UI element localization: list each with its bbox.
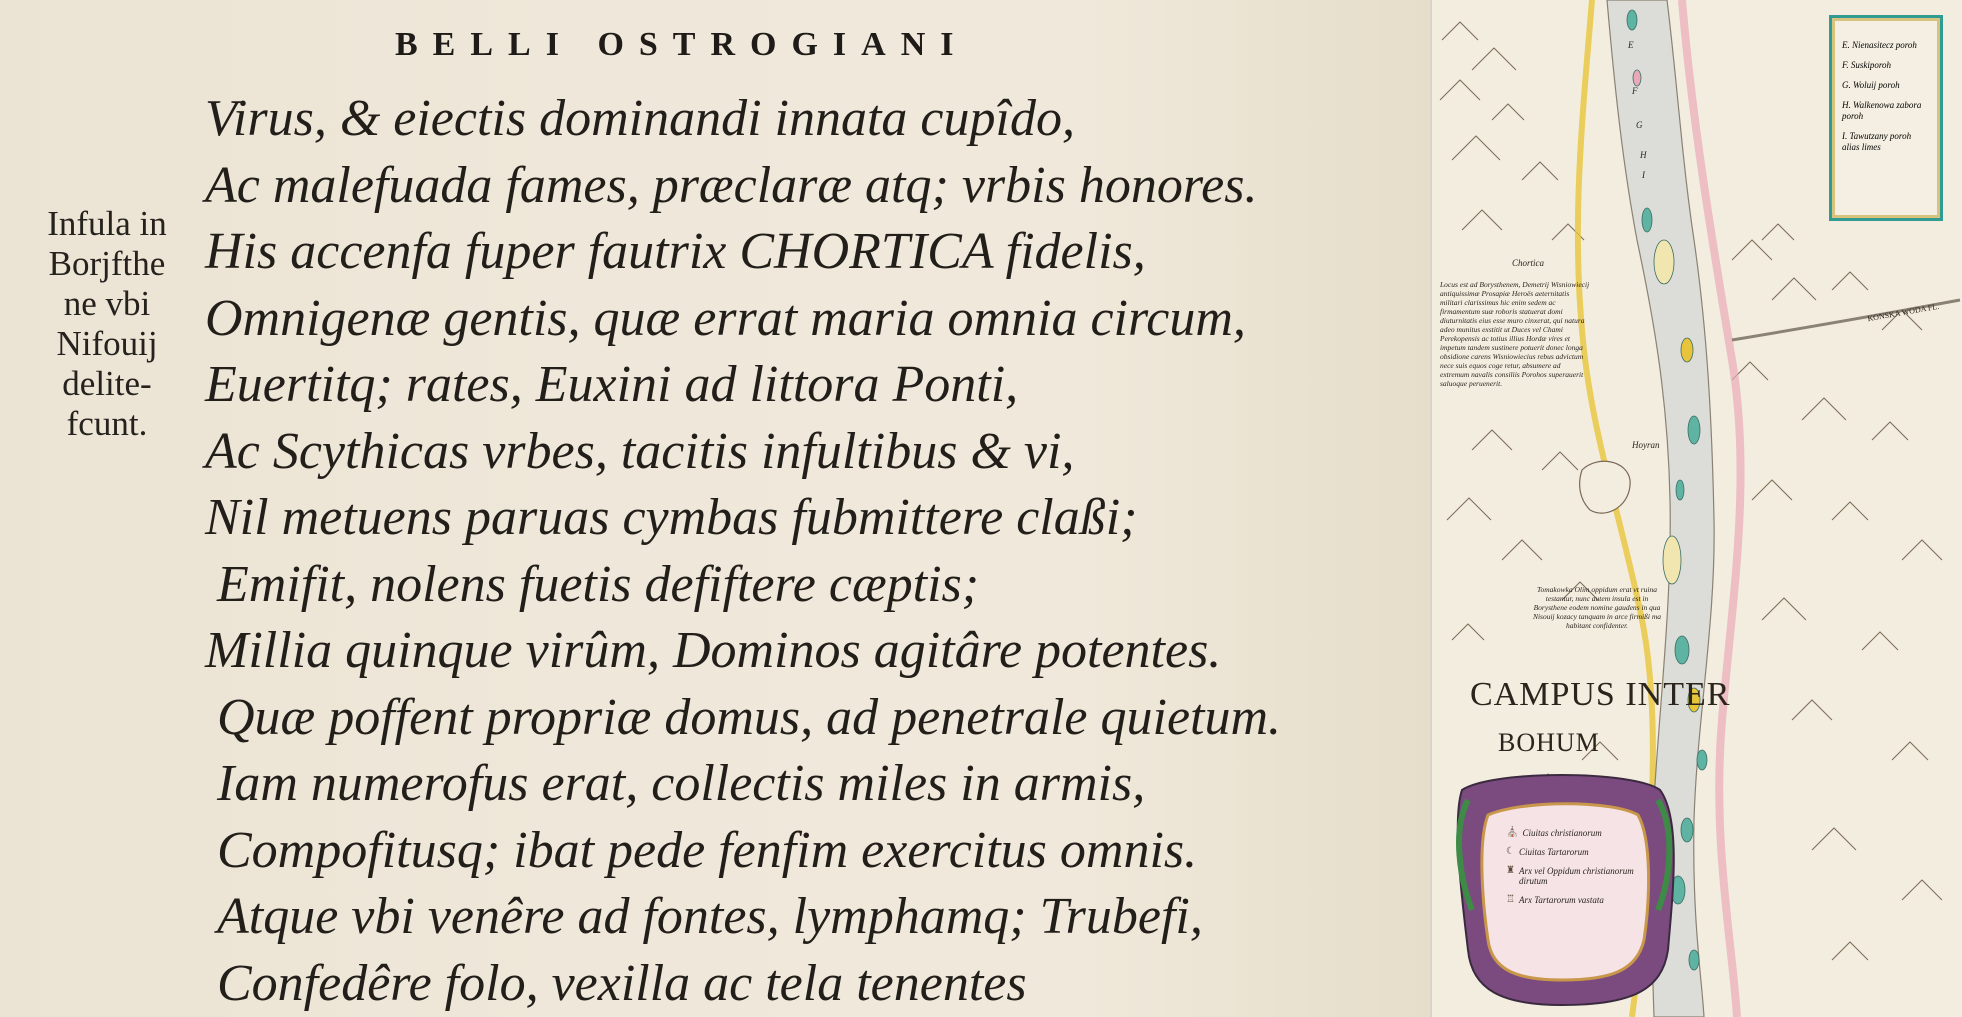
place-hoyran: Hoyran <box>1632 440 1660 450</box>
place-konska-woda: KONSKA WODA FL. <box>1866 301 1940 324</box>
lake-hoyran <box>1580 461 1630 513</box>
river-letter: F <box>1632 86 1638 96</box>
margin-note-line: delite- <box>62 364 152 403</box>
legend-top-entry: E. Nienasitecz poroh <box>1842 40 1917 50</box>
legend-item <box>1506 828 1656 838</box>
ruined-castle-icon: ♜ <box>1506 865 1515 876</box>
verse-block <box>205 86 1415 1017</box>
verse-line: Compofitusq; ibat pede fenfim exercitus omnis. <box>217 821 1198 879</box>
verse-line: Iam numerofus erat, collectis miles in armis, <box>217 755 1146 812</box>
verse-line: His accenfa fuper fautrix CHORTICA fidelis, <box>205 223 1146 280</box>
verse-line: Quæ poffent propriæ domus, ad penetrale quietum. <box>217 688 1282 746</box>
destroyed-fort-icon: ♖ <box>1506 894 1515 905</box>
margin-note-line: Borjfthe <box>48 244 166 283</box>
note-wisniowiecki: Locus est ad Borysthenem, Demetrij Wisniowiecij antiquissimæ Prosapiæ Heroës aeternitatis militari clarissimus hic enim sedem ac firmamentum suæ roboris statuerat domi diuturnitatis eius esse muro cinxerat, qui natura adeo munitus exstitit ut Duces vel Chami Perekopensis ac totius illius Hordæ vires et impetum tandem sustinere potuerit donec longa obsidione carens Wisniowiecius rebus advictum nece suis equos coge retur, absumere ad extremum navalis consiliis Porohos superauerit saluoque peruenerit. <box>1440 280 1590 388</box>
verse-line: Euertitq; rates, Euxini ad littora Ponti, <box>205 356 1019 413</box>
running-head: BELLI OSTROGIANI <box>395 26 969 63</box>
legend-item-label: Ciuitas christianorum <box>1522 828 1602 838</box>
margin-note-line: ne vbi <box>63 284 151 323</box>
margin-note-line: Nifouij <box>56 324 158 363</box>
legend-item-label: Ciuitas Tartarorum <box>1518 847 1589 857</box>
crescent-icon: ☾ <box>1506 846 1515 857</box>
margin-note <box>14 204 200 444</box>
verse-line: Virus, & eiectis dominandi innata cupîdo, <box>205 90 1075 147</box>
verse-line: Atque vbi venêre ad fontes, lymphamq; Trubefi, <box>217 888 1203 945</box>
legend-top-cartouche <box>1829 15 1943 221</box>
legend-top-entry: F. Suskiporoh <box>1842 60 1892 70</box>
margin-note-line: fcunt. <box>66 404 148 443</box>
verse-line: Ac malefuada fames, præclaræ atq; vrbis honores. <box>205 156 1258 214</box>
river-letter: E <box>1628 40 1634 50</box>
verse-line: Nil metuens paruas cymbas fubmittere claßi; <box>205 489 1138 546</box>
verse-line: Confedêre folo, vexilla ac tela tenentes <box>217 954 1027 1012</box>
legend-item-label: Arx Tartarorum vastata <box>1518 895 1604 905</box>
legend-item-label: Arx vel Oppidum christianorum dirutum <box>1518 866 1634 886</box>
river-letter: I <box>1642 170 1645 180</box>
map-title-line1: CAMPUS INTER <box>1470 676 1731 713</box>
river-letter: H <box>1640 150 1647 160</box>
note-tomakowka: Tomakowka Olim oppidum erat vt ruina testantur, nunc autem insula est in Borysthene eodem nomine gaudens in qua Nisouij kozacy tanquam in arce firmißi ma habitant confidenter. <box>1532 585 1662 630</box>
verse-line: Ac Scythicas vrbes, tacitis infultibus & vi, <box>205 422 1075 480</box>
legend-bottom <box>1506 828 1656 914</box>
verse-line: Millia quinque virûm, Dominos agitâre potentes. <box>205 622 1222 679</box>
place-chortica: Chortica <box>1512 258 1545 268</box>
legend-top-entry: H. Walkenowa zabora poroh <box>1842 100 1922 121</box>
legend-top-entry: I. Tawutzany poroh alias limes <box>1842 131 1912 152</box>
margin-note-line: Infula in <box>47 204 167 243</box>
verse-line: Emifit, nolens fuetis defiftere cæptis; <box>217 555 980 613</box>
verse-line: Omnigenæ gentis, quæ errat maria omnia circum, <box>205 289 1246 347</box>
map-panel <box>1432 0 1962 1017</box>
church-icon: ⛪ <box>1506 827 1519 838</box>
legend-item <box>1506 847 1656 857</box>
legend-top-entry: G. Woluij poroh <box>1842 80 1900 90</box>
map-title-line2: BOHUM <box>1498 728 1600 757</box>
river-letter: G <box>1636 120 1643 130</box>
legend-item <box>1506 895 1656 905</box>
legend-item <box>1506 866 1656 886</box>
